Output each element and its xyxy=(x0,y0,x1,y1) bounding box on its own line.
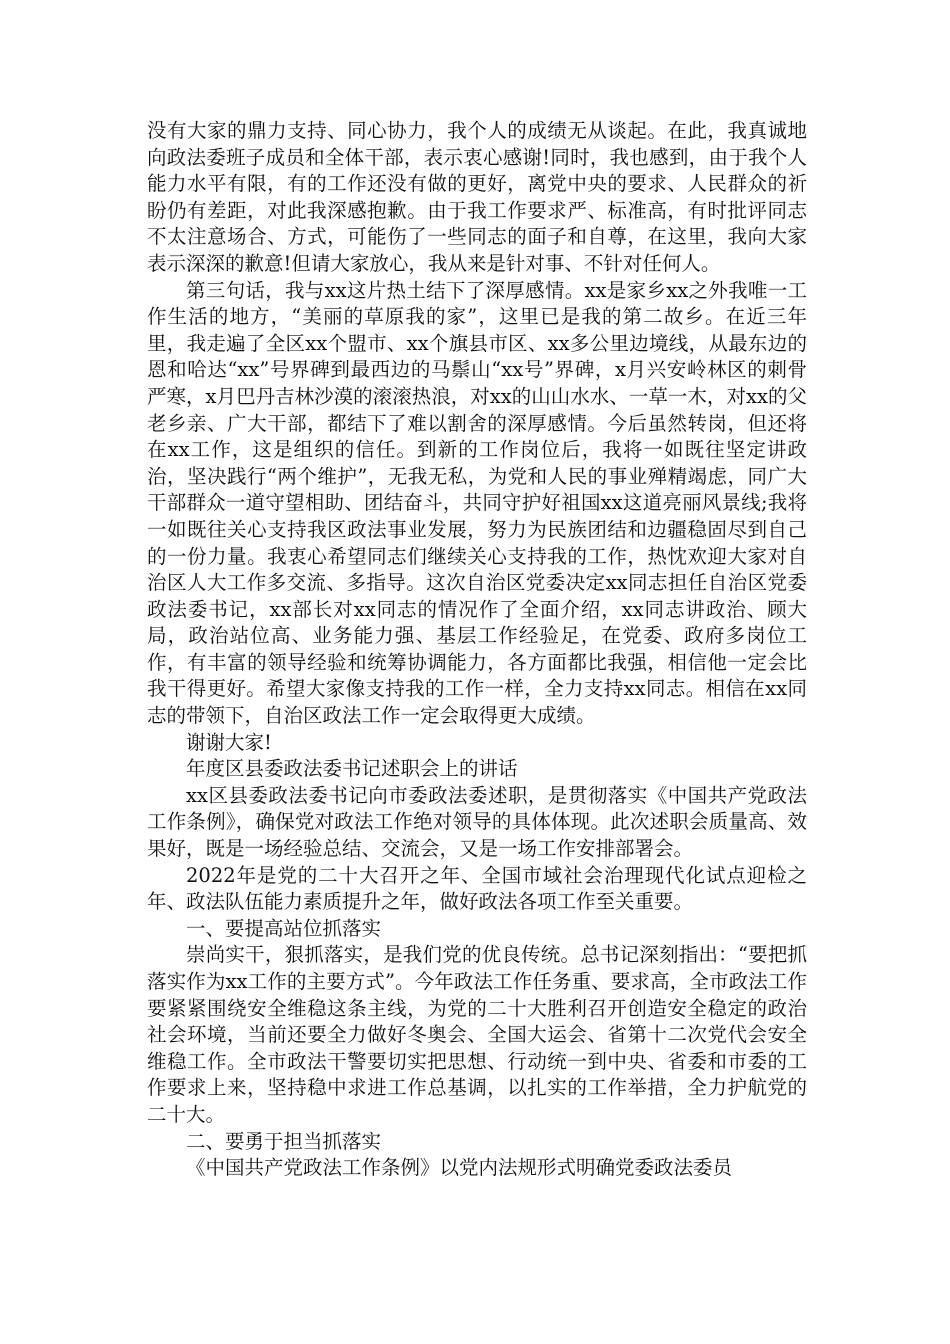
paragraph-year-2022: 2022年是党的二十大召开之年、全国市域社会治理现代化试点迎检之年、政法队伍能力素质提升之年，做好政法各项工作至关重要。 xyxy=(147,863,807,914)
heading-point-two: 二、要勇于担当抓落实 xyxy=(186,1129,382,1153)
paragraph-gratitude: 没有大家的鼎力支持、同心协力，我个人的成绩无从谈起。在此，我真诚地向政法委班子成员和全体干部，表示衷心感谢!同时，我也感到，由于我个人能力水平有限，有的工作还没有做的更好，离党中央的要求、人民群众的祈盼仍有差距，对此我深感抱歉。由于我工作要求严、标准高，有时批评同志不太注意场合、方式，可能伤了一些同志的面子和自尊，在这里，我向大家表示深深的歉意!但请大家放心，我从来是针对事、不针对任何人。 xyxy=(147,119,807,275)
paragraph-point-two: 《中国共产党政法工作条例》以党内法规形式明确党委政法委员 xyxy=(186,1156,733,1180)
paragraph-third-remark: 第三句话，我与xx这片热土结下了深厚感情。xx是家乡xx之外我唯一工作生活的地方，“美丽的草原我的家”，这里已是我的第二故乡。在近三年里，我走遍了全区xx个盟市、xx个旗县市区、xx多公里边境线，从最东边的恩和哈达“xx”号界碑到最西边的马鬃山“xx号”界碑，x月兴安岭林区的刺骨严寒，x月巴丹吉林沙漠的滚滚热浪，对xx的山山水水、一草一木，对xx的父老乡亲、广大干部，都结下了难以割舍的深厚感情。今后虽然转岗，但还将在xx工作，这是组织的信任。到新的工作岗位后，我将一如既往坚定讲政治，坚决践行“两个维护”，无我无私，为党和人民的事业殚精竭虑，同广大干部群众一道守望相助、团结奋斗，共同守护好祖国xx这道亮丽风景线;我将一如既往关心支持我区政法事业发展，努力为民族团结和边疆稳固尽到自己的一份力量。我衷心希望同志们继续关心支持我的工作，热忱欢迎大家对自治区人大工作多交流、多指导。这次自治区党委决定xx同志担任自治区党委政法委书记，xx部长对xx同志的情况作了全面介绍，xx同志讲政治、顾大局，政治站位高、业务能力强、基层工作经验足，在党委、政府多岗位工作，有丰富的领导经验和统筹协调能力，各方面都比我强，相信他一定会比我干得更好。希望大家像支持我的工作一样，全力支持xx同志。相信在xx同志的带领下，自治区政法工作一定会取得更大成绩。 xyxy=(147,278,807,728)
document-page xyxy=(147,118,807,1182)
paragraph-thanks: 谢谢大家! xyxy=(186,730,272,754)
heading-point-one: 一、要提高站位抓落实 xyxy=(186,916,382,940)
paragraph-point-one: 崇尚实干，狠抓落实，是我们党的优良传统。总书记深刻指出：“要把抓落实作为xx工作的主要方式”。今年政法工作任务重、要求高，全市政法工作要紧紧围绕安全维稳这条主线，为党的二十大胜利召开创造安全稳定的政治社会环境，当前还要全力做好冬奥会、全国大运会、省第十二次党代会安全维稳工作。全市政法干警要切实把思想、行动统一到中央、省委和市委的工作要求上来，坚持稳中求进工作总基调，以扎实的工作举措，全力护航党的二十大。 xyxy=(147,943,807,1126)
paragraph-report-intro: xx区县委政法委书记向市委政法委述职，是贯彻落实《中国共产党政法工作条例》，确保党对政法工作绝对领导的具体体现。此次述职会质量高、效果好，既是一场经验总结、交流会，又是一场工作安排部署会。 xyxy=(147,783,807,861)
section-title-speech: 年度区县委政法委书记述职会上的讲话 xyxy=(186,757,518,781)
